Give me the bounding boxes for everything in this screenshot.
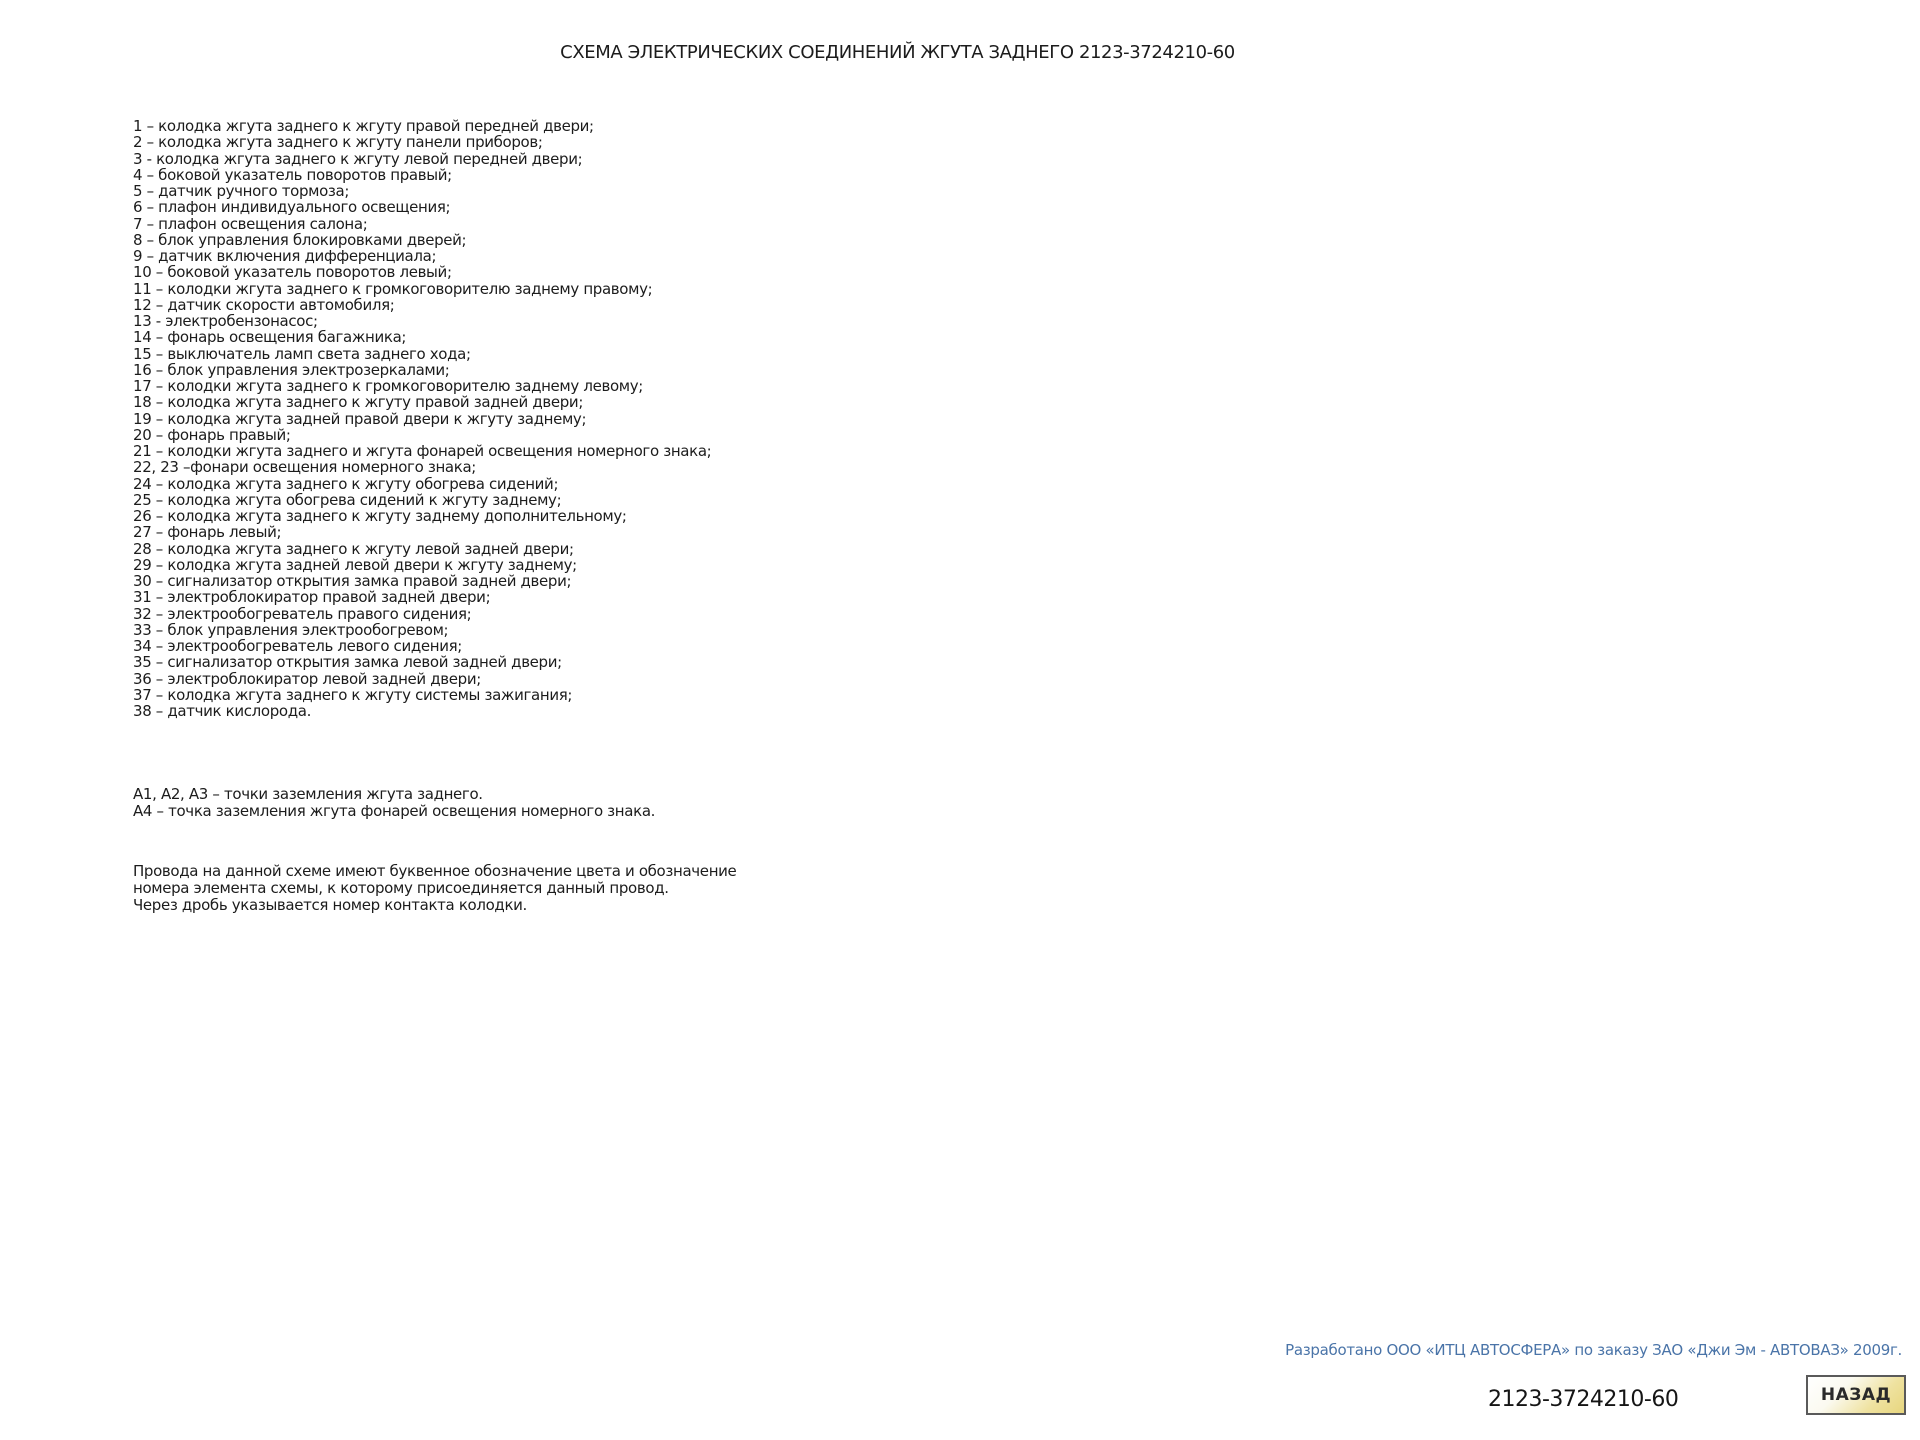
legend-item: 28 – колодка жгута заднего к жгуту левой задней двери; bbox=[133, 539, 574, 558]
legend-item: 32 – электрообогреватель правого сидения; bbox=[133, 604, 472, 623]
document-number: 2123-3724210-60 bbox=[1488, 1387, 1679, 1412]
legend-item: 30 – сигнализатор открытия замка правой задней двери; bbox=[133, 572, 572, 590]
wire-color-note-line: Провода на данной схеме имеют буквенное обозначение цвета и обозначение bbox=[133, 862, 737, 880]
legend-item: 27 – фонарь левый; bbox=[133, 523, 282, 542]
legend-item: 11 – колодки жгута заднего к громкоговорителю заднему правому; bbox=[133, 279, 653, 298]
legend-item: 19 – колодка жгута задней правой двери к жгуту заднему; bbox=[133, 409, 587, 428]
legend-item: 17 – колодки жгута заднего к громкоговорителю заднему левому; bbox=[133, 377, 643, 395]
back-button[interactable] bbox=[1806, 1375, 1906, 1415]
developer-credit: Разработано ООО «ИТЦ АВТОСФЕРА» по заказу ЗАО «Джи Эм - АВТОВАЗ» 2009г. bbox=[1285, 1341, 1902, 1359]
legend-item: 16 – блок управления электрозеркалами; bbox=[133, 360, 450, 379]
wire-color-note bbox=[133, 863, 736, 914]
legend-item: 37 – колодка жгута заднего к жгуту системы зажигания; bbox=[133, 685, 573, 704]
legend-item: 9 – датчик включения дифференциала; bbox=[133, 247, 437, 265]
legend-item: 4 – боковой указатель поворотов правый; bbox=[133, 165, 452, 184]
legend-item: 25 – колодка жгута обогрева сидений к жгуту заднему; bbox=[133, 490, 562, 509]
legend-item: 2 – колодка жгута заднего к жгуту панели приборов; bbox=[133, 133, 543, 152]
legend-item: 29 – колодка жгута задней левой двери к жгуту заднему; bbox=[133, 555, 577, 574]
legend-item: 1 – колодка жгута заднего к жгуту правой передней двери; bbox=[133, 117, 594, 135]
legend-item: 22, 23 –фонари освещения номерного знака; bbox=[133, 458, 477, 477]
legend-item: 26 – колодка жгута заднего к жгуту заднему дополнительному; bbox=[133, 507, 627, 525]
legend-item: 13 - электробензонасос; bbox=[133, 312, 318, 330]
page-title: СХЕМА ЭЛЕКТРИЧЕСКИХ СОЕДИНЕНИЙ ЖГУТА ЗАДНЕГО 2123-3724210-60 bbox=[560, 42, 1235, 63]
legend-item: 6 – плафон индивидуального освещения; bbox=[133, 198, 451, 217]
legend-item: 24 – колодка жгута заднего к жгуту обогрева сидений; bbox=[133, 474, 559, 493]
back-button-label: НАЗАД bbox=[1820, 1385, 1892, 1405]
wire-color-note-line: номера элемента схемы, к которому присоединяется данный провод. bbox=[133, 879, 669, 897]
legend-item: 10 – боковой указатель поворотов левый; bbox=[133, 263, 452, 282]
ground-point-line: А4 – точка заземления жгута фонарей освещения номерного знака. bbox=[133, 801, 656, 820]
legend-item: 31 – электроблокиратор правой задней двери; bbox=[133, 588, 491, 607]
legend-item: 38 – датчик кислорода. bbox=[133, 702, 312, 720]
legend-item: 21 – колодки жгута заднего и жгута фонарей освещения номерного знака; bbox=[133, 442, 712, 460]
legend-item: 15 – выключатель ламп света заднего хода; bbox=[133, 344, 471, 363]
legend-item: 8 – блок управления блокировками дверей; bbox=[133, 230, 467, 249]
legend-item: 35 – сигнализатор открытия замка левой задней двери; bbox=[133, 653, 562, 672]
legend-list bbox=[133, 118, 711, 719]
legend-item: 36 – электроблокиратор левой задней двери; bbox=[133, 669, 481, 688]
legend-item: 34 – электрообогреватель левого сидения; bbox=[133, 637, 462, 655]
legend-item: 5 – датчик ручного тормоза; bbox=[133, 182, 350, 200]
ground-point-line: А1, А2, А3 – точки заземления жгута заднего. bbox=[133, 785, 483, 803]
legend-item: 12 – датчик скорости автомобиля; bbox=[133, 295, 395, 314]
legend-item: 18 – колодка жгута заднего к жгуту правой задней двери; bbox=[133, 393, 584, 412]
legend-item: 20 – фонарь правый; bbox=[133, 425, 291, 444]
legend-item: 33 – блок управления электрообогревом; bbox=[133, 620, 449, 639]
ground-points bbox=[133, 786, 655, 819]
legend-item: 3 - колодка жгута заднего к жгуту левой передней двери; bbox=[133, 149, 583, 168]
legend-item: 7 – плафон освещения салона; bbox=[133, 214, 368, 233]
legend-item: 14 – фонарь освещения багажника; bbox=[133, 328, 407, 347]
wire-color-note-line: Через дробь указывается номер контакта колодки. bbox=[133, 896, 527, 914]
